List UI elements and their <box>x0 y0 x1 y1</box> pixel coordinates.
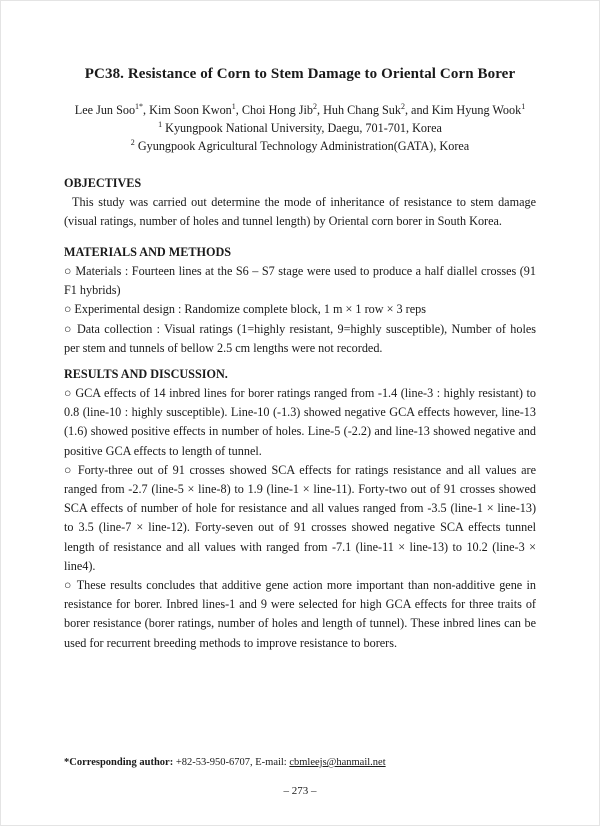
section-heading: MATERIALS AND METHODS <box>64 245 232 259</box>
author-superscript: 1 <box>231 101 236 111</box>
author-name: Huh Chang Suk <box>323 103 401 117</box>
author-name: Kim Soon Kwon <box>149 103 232 117</box>
section-heading: OBJECTIVES <box>64 176 142 190</box>
objectives-text: This study was carried out determine the mode of inheritance of resistance to stem damage (visual ratings, number of holes and tunnel length) by Oriental corn borer in South Korea. <box>64 195 536 229</box>
results-item: ○ These results concludes that additive gene action more important than non-additive gene in resistance for borer. Inbred lines-1 and 9 were selected for high GCA effects for three traits of borer resistance (borer ratings, number of holes and length of tunnel). These inbred lines can be used for recurrent breeding methods to improve resistance to borers. <box>64 578 536 650</box>
objectives-section <box>64 174 536 231</box>
affiliation-text: Kyungpook National University, Daegu, 701-701, Korea <box>165 121 442 135</box>
results-item: ○ Forty-three out of 91 crosses showed SCA effects for ratings resistance and all values are ranged from -2.7 (line-5 × line-8) to 1.9 (line-1 × line-11). Forty-two out of 91 crosses showed SCA effects of number of hole for resistance and all values ranged from -3.5 (line-1 × line-13) to 3.5 (line-7 × line-12). Forty-seven out of 91 crosses showed negative SCA effects tunnel length of resistance and all values with ranged from -7.1 (line-11 × line-13) to 10.2 (line-3 × line4). <box>64 462 536 573</box>
affiliation-superscript: 2 <box>130 137 135 147</box>
affiliation-superscript: 1 <box>158 119 163 129</box>
author-superscript: 1 <box>521 101 526 111</box>
author-conjunction: , and <box>404 103 429 117</box>
author-name: Choi Hong Jib <box>241 103 313 117</box>
affiliation-1 <box>0 121 600 136</box>
methods-item: ○ Experimental design : Randomize complete block, 1 m × 1 row × 3 reps <box>64 302 426 317</box>
affiliation-text: Gyungpook Agricultural Technology Administration(GATA), Korea <box>137 139 470 153</box>
methods-section <box>64 243 536 358</box>
author-superscript: 2 <box>312 101 317 111</box>
results-section <box>64 365 536 653</box>
corresponding-phone: +82-53-950-6707, E-mail: <box>175 757 287 768</box>
paper-title: PC38. Resistance of Corn to Stem Damage to Oriental Corn Borer <box>84 66 516 82</box>
methods-item: ○ Data collection : Visual ratings (1=highly resistant, 9=highly susceptible), Number of holes per stem and tunnels of bellow 2.5 cm lengths were not recorded. <box>64 321 536 355</box>
corresponding-label: *Corresponding author: <box>64 757 174 768</box>
methods-item: ○ Materials : Fourteen lines at the S6 – S7 stage were used to produce a half diallel crosses (91 F1 hybrids) <box>64 264 536 298</box>
results-item: ○ GCA effects of 14 inbred lines for borer ratings ranged from -1.4 (line-3 : highly resistant) to 0.8 (line-10 : highly susceptible). Line-10 (-1.3) showed negative GCA effects however, line-13 (1.6) showed positive effects in number of holes. Line-5 (-2.2) and line-13 showed negative and positive GCA effects to length of tunnel. <box>64 386 536 458</box>
section-heading: RESULTS AND DISCUSSION. <box>64 367 228 381</box>
author-list: Lee Jun Soo$^{1*}$, Kim Soon Kwon$^1$, Choi Hong Jib$^2$, Huh Chang Suk$^2$, and Kim Hyung Wook$^1$ <box>74 101 526 117</box>
author-name: Lee Jun Soo <box>74 103 136 117</box>
page-number: – 273 – <box>283 785 317 797</box>
author-superscript: 1* <box>135 101 144 111</box>
affiliation-2 <box>0 139 600 154</box>
author-name: Kim Hyung Wook <box>431 103 522 117</box>
author-superscript: 2 <box>400 101 405 111</box>
email-link[interactable]: cbmleejs@hanmail.net <box>289 757 386 768</box>
corresponding-author <box>64 757 386 768</box>
